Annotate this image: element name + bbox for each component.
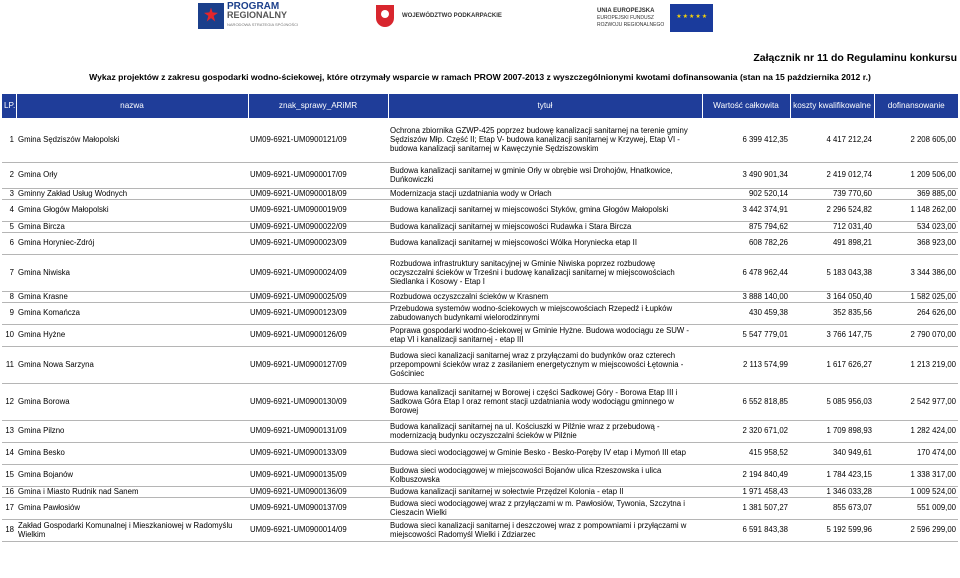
cell-total: 1 971 458,43 xyxy=(702,486,790,497)
cell-total: 1 381 507,27 xyxy=(702,497,790,519)
cell-name: Gmina Głogów Małopolski xyxy=(16,199,248,221)
cell-name: Gmina Niwiska xyxy=(16,254,248,291)
cell-lp: 10 xyxy=(2,324,16,346)
cell-title: Budowa sieci wodociągowej w Gminie Besko - Besko-Poręby IV etap i Mymoń III etap xyxy=(388,442,702,464)
cell-total: 5 547 779,01 xyxy=(702,324,790,346)
table-row xyxy=(2,383,958,420)
header-code: znak_sprawy_ARiMR xyxy=(248,94,388,118)
cell-lp: 7 xyxy=(2,254,16,291)
ue-line1: UNIA EUROPEJSKA xyxy=(597,7,655,14)
table-row xyxy=(2,346,958,383)
cell-code: UM09-6921-UM0900025/09 xyxy=(248,291,388,302)
cell-eligible: 3 164 050,40 xyxy=(790,291,874,302)
table-row xyxy=(2,199,958,221)
cell-title: Budowa kanalizacji sanitarnej na ul. Kościuszki w Pilźnie wraz z przebudową - modernizacją budynku oczyszczalni ścieków w Pilźnie xyxy=(388,420,702,442)
cell-total: 6 478 962,44 xyxy=(702,254,790,291)
table-row xyxy=(2,464,958,486)
cell-code: UM09-6921-UM0900130/09 xyxy=(248,383,388,420)
cell-code: UM09-6921-UM0900133/09 xyxy=(248,442,388,464)
table-row xyxy=(2,232,958,254)
cell-eligible: 739 770,60 xyxy=(790,188,874,199)
cell-code: UM09-6921-UM0900126/09 xyxy=(248,324,388,346)
cell-funding: 264 626,00 xyxy=(874,302,958,324)
cell-code: UM09-6921-UM0900022/09 xyxy=(248,221,388,232)
cell-lp: 6 xyxy=(2,232,16,254)
table-row xyxy=(2,254,958,291)
cell-name: Gmina i Miasto Rudnik nad Sanem xyxy=(16,486,248,497)
cell-title: Poprawa gospodarki wodno-ściekowej w Gminie Hyżne. Budowa wodociągu ze SUW - etap VI i kanalizacji sanitarnej - etap III xyxy=(388,324,702,346)
cell-total: 2 113 574,99 xyxy=(702,346,790,383)
cell-total: 6 591 843,38 xyxy=(702,519,790,541)
cell-code: UM09-6921-UM0900024/09 xyxy=(248,254,388,291)
cell-funding: 1 009 524,00 xyxy=(874,486,958,497)
cell-funding: 3 344 386,00 xyxy=(874,254,958,291)
cell-lp: 8 xyxy=(2,291,16,302)
wojewodztwo-label: WOJEWÓDZTWO PODKARPACKIE xyxy=(402,13,502,19)
cell-code: UM09-6921-UM0900137/09 xyxy=(248,497,388,519)
table-row xyxy=(2,519,958,541)
program-regionalny-logo xyxy=(198,2,298,29)
cell-eligible: 340 949,61 xyxy=(790,442,874,464)
cell-eligible: 5 183 043,38 xyxy=(790,254,874,291)
program-regionalny-star-icon xyxy=(198,3,224,29)
cell-lp: 16 xyxy=(2,486,16,497)
cell-code: UM09-6921-UM0900019/09 xyxy=(248,199,388,221)
cell-lp: 9 xyxy=(2,302,16,324)
cell-eligible: 352 835,56 xyxy=(790,302,874,324)
cell-code: UM09-6921-UM0900017/09 xyxy=(248,162,388,188)
cell-name: Gmina Bircza xyxy=(16,221,248,232)
cell-funding: 368 923,00 xyxy=(874,232,958,254)
cell-title: Budowa sieci wodociągowej wraz z przyłączami w m. Pawłosiów, Tywonia, Szczytna i Cieszacin Wielki xyxy=(388,497,702,519)
cell-name: Gmina Nowa Sarzyna xyxy=(16,346,248,383)
program-line2: REGIONALNY xyxy=(227,10,288,20)
cell-name: Gmina Besko xyxy=(16,442,248,464)
table-row xyxy=(2,118,958,162)
cell-funding: 1 282 424,00 xyxy=(874,420,958,442)
cell-code: UM09-6921-UM0900131/09 xyxy=(248,420,388,442)
cell-funding: 170 474,00 xyxy=(874,442,958,464)
cell-funding: 1 209 506,00 xyxy=(874,162,958,188)
cell-eligible: 1 709 898,93 xyxy=(790,420,874,442)
cell-funding: 1 582 025,00 xyxy=(874,291,958,302)
cell-total: 2 194 840,49 xyxy=(702,464,790,486)
annex-label: Załącznik nr 11 do Regulaminu konkursu xyxy=(753,52,957,64)
ue-line2: EUROPEJSKI FUNDUSZ xyxy=(597,14,654,21)
header-title: tytuł xyxy=(388,94,702,118)
ue-line3: ROZWOJU REGIONALNEGO xyxy=(597,21,665,28)
projects-table xyxy=(2,94,958,542)
cell-total: 875 794,62 xyxy=(702,221,790,232)
table-row xyxy=(2,291,958,302)
cell-funding: 1 148 262,00 xyxy=(874,199,958,221)
cell-eligible: 5 192 599,96 xyxy=(790,519,874,541)
cell-lp: 12 xyxy=(2,383,16,420)
table-row xyxy=(2,324,958,346)
cell-title: Budowa kanalizacji sanitarnej w Borowej i części Sadkowej Góry - Borowa Etap III i Sadkowa Góra Etap I oraz remont stacji uzdatniania wody wodociągu gminnego w Borowej xyxy=(388,383,702,420)
cell-code: UM09-6921-UM0900014/09 xyxy=(248,519,388,541)
header-eligible: koszty kwalifikowalne xyxy=(790,94,874,118)
cell-funding: 2 542 977,00 xyxy=(874,383,958,420)
cell-funding: 551 009,00 xyxy=(874,497,958,519)
cell-title: Budowa kanalizacji sanitarnej w miejscowości Rudawka i Stara Bircza xyxy=(388,221,702,232)
wojewodztwo-logo xyxy=(376,5,502,27)
cell-name: Gmina Bojanów xyxy=(16,464,248,486)
header-name: nazwa xyxy=(16,94,248,118)
cell-name: Gmina Borowa xyxy=(16,383,248,420)
table-row xyxy=(2,442,958,464)
cell-lp: 3 xyxy=(2,188,16,199)
table-row xyxy=(2,302,958,324)
cell-title: Budowa sieci kanalizacji sanitarnej i deszczowej wraz z pompowniami i przyłączami w miejscowości Radomyśl Wielki i Zdziarzec xyxy=(388,519,702,541)
cell-funding: 2 596 299,00 xyxy=(874,519,958,541)
cell-title: Przebudowa systemów wodno-ściekowych w miejscowościach Rzepedź i Łupków zabudowanych budynkami wielorodzinnymi xyxy=(388,302,702,324)
cell-title: Rozbudowa oczyszczalni ścieków w Krasnem xyxy=(388,291,702,302)
coat-of-arms-icon xyxy=(376,5,394,27)
cell-code: UM09-6921-UM0900018/09 xyxy=(248,188,388,199)
cell-lp: 14 xyxy=(2,442,16,464)
cell-name: Gmina Komańcza xyxy=(16,302,248,324)
cell-name: Gmina Pilzno xyxy=(16,420,248,442)
program-line1: PROGRAM xyxy=(227,1,280,12)
cell-total: 3 442 374,91 xyxy=(702,199,790,221)
cell-total: 608 782,26 xyxy=(702,232,790,254)
cell-funding: 369 885,00 xyxy=(874,188,958,199)
cell-total: 902 520,14 xyxy=(702,188,790,199)
cell-total: 3 490 901,34 xyxy=(702,162,790,188)
cell-eligible: 3 766 147,75 xyxy=(790,324,874,346)
table-header-row xyxy=(2,94,958,118)
cell-lp: 17 xyxy=(2,497,16,519)
document-title: Wykaz projektów z zakresu gospodarki wodno-ściekowej, które otrzymały wsparcie w ramach PROW 2007-2013 z wyszczególnionymi kwotami dofinansowania (stan na 15 października 2012 r.) xyxy=(89,72,871,82)
cell-eligible: 855 673,07 xyxy=(790,497,874,519)
cell-title: Budowa sieci wodociągowej w miejscowości Bojanów ulica Rzeszowska i ulica Kolbuszowska xyxy=(388,464,702,486)
cell-eligible: 2 419 012,74 xyxy=(790,162,874,188)
table-row xyxy=(2,221,958,232)
header-funding: dofinansowanie xyxy=(874,94,958,118)
cell-code: UM09-6921-UM0900023/09 xyxy=(248,232,388,254)
cell-title: Budowa kanalizacji sanitarnej w gminie Orły w obrębie wsi Drohojów, Hnatkowice, Duńkowiczki xyxy=(388,162,702,188)
cell-title: Budowa kanalizacji sanitarnej w sołectwie Przędzel Kolonia - etap II xyxy=(388,486,702,497)
cell-title: Budowa kanalizacji sanitarnej w miejscowości Styków, gmina Głogów Małopolski xyxy=(388,199,702,221)
table-row xyxy=(2,162,958,188)
cell-eligible: 5 085 956,03 xyxy=(790,383,874,420)
cell-code: UM09-6921-UM0900127/09 xyxy=(248,346,388,383)
cell-funding: 2 208 605,00 xyxy=(874,118,958,162)
cell-lp: 18 xyxy=(2,519,16,541)
cell-total: 415 958,52 xyxy=(702,442,790,464)
cell-code: UM09-6921-UM0900121/09 xyxy=(248,118,388,162)
header-lp: LP. xyxy=(2,94,16,118)
cell-name: Gminny Zakład Usług Wodnych xyxy=(16,188,248,199)
cell-total: 3 888 140,00 xyxy=(702,291,790,302)
logo-bar xyxy=(0,0,960,38)
cell-eligible: 2 296 524,82 xyxy=(790,199,874,221)
cell-name: Gmina Hyżne xyxy=(16,324,248,346)
cell-lp: 2 xyxy=(2,162,16,188)
cell-eligible: 1 346 033,28 xyxy=(790,486,874,497)
table-row xyxy=(2,486,958,497)
cell-total: 2 320 671,02 xyxy=(702,420,790,442)
ue-logo xyxy=(597,4,713,32)
table-row xyxy=(2,497,958,519)
table-row xyxy=(2,420,958,442)
cell-funding: 1 213 219,00 xyxy=(874,346,958,383)
table-body xyxy=(2,118,958,541)
cell-eligible: 4 417 212,24 xyxy=(790,118,874,162)
cell-lp: 11 xyxy=(2,346,16,383)
header-total: Wartość całkowita xyxy=(702,94,790,118)
cell-eligible: 1 617 626,27 xyxy=(790,346,874,383)
cell-funding: 2 790 070,00 xyxy=(874,324,958,346)
cell-title: Budowa kanalizacji sanitarnej w miejscowości Wólka Horyniecka etap II xyxy=(388,232,702,254)
cell-title: Ochrona zbiornika GZWP-425 poprzez budowę kanalizacji sanitarnej na terenie gminy Sędziszów Młp. Część II; Etap V- budowa kanalizacji sanitarnej w Krzywej, Etap VI - budowa kanalizacji sanitarnej w Kawęczynie Sędziszowskim xyxy=(388,118,702,162)
cell-funding: 534 023,00 xyxy=(874,221,958,232)
cell-lp: 5 xyxy=(2,221,16,232)
cell-lp: 13 xyxy=(2,420,16,442)
eu-flag-icon xyxy=(670,4,713,32)
cell-lp: 4 xyxy=(2,199,16,221)
cell-code: UM09-6921-UM0900135/09 xyxy=(248,464,388,486)
cell-eligible: 1 784 423,15 xyxy=(790,464,874,486)
cell-funding: 1 338 317,00 xyxy=(874,464,958,486)
cell-lp: 1 xyxy=(2,118,16,162)
cell-name: Gmina Horyniec-Zdrój xyxy=(16,232,248,254)
cell-eligible: 491 898,21 xyxy=(790,232,874,254)
cell-name: Zakład Gospodarki Komunalnej i Mieszkaniowej w Radomyślu Wielkim xyxy=(16,519,248,541)
cell-code: UM09-6921-UM0900123/09 xyxy=(248,302,388,324)
cell-name: Gmina Pawłosiów xyxy=(16,497,248,519)
cell-total: 430 459,38 xyxy=(702,302,790,324)
cell-lp: 15 xyxy=(2,464,16,486)
cell-eligible: 712 031,40 xyxy=(790,221,874,232)
program-line3: NARODOWA STRATEGIA SPÓJNOŚCI xyxy=(227,22,299,27)
cell-code: UM09-6921-UM0900136/09 xyxy=(248,486,388,497)
cell-total: 6 552 818,85 xyxy=(702,383,790,420)
cell-title: Rozbudowa infrastruktury sanitacyjnej w Gminie Niwiska poprzez rozbudowę oczyszczalni ścieków w Trześni i budowę kanalizacji sanitarnej w miejscowościach Siedlanka i Kosowy - Etap I xyxy=(388,254,702,291)
cell-total: 6 399 412,35 xyxy=(702,118,790,162)
cell-title: Modernizacja stacji uzdatniania wody w Orłach xyxy=(388,188,702,199)
cell-title: Budowa sieci kanalizacji sanitarnej wraz z przyłączami do budynków oraz czterech przepompowni ścieków wraz z zasilaniem energetycznym w miejscowości Łętownia - Gościniec xyxy=(388,346,702,383)
table-row xyxy=(2,188,958,199)
cell-name: Gmina Krasne xyxy=(16,291,248,302)
cell-name: Gmina Sędziszów Małopolski xyxy=(16,118,248,162)
cell-name: Gmina Orły xyxy=(16,162,248,188)
